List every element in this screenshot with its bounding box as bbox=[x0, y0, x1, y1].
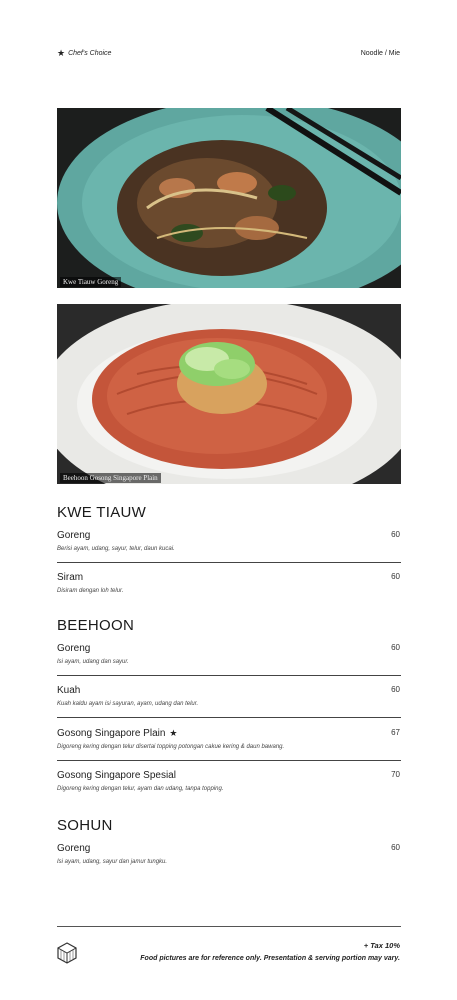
divider bbox=[57, 562, 401, 563]
chefs-choice-text: Chef's Choice bbox=[68, 49, 112, 57]
section-title-kwe-tiauw: KWE TIAUW bbox=[57, 504, 147, 521]
item-description: Isi ayam, udang, sayur dan jamur tungku. bbox=[57, 859, 168, 865]
beehoon-photo bbox=[57, 304, 401, 484]
menu-item bbox=[57, 685, 401, 707]
item-name-row bbox=[57, 728, 401, 739]
section-title-beehoon: BEEHOON bbox=[57, 617, 135, 634]
menu-item bbox=[57, 843, 401, 865]
photo-caption: Beehoon Gosong Singapore Plain bbox=[60, 473, 161, 483]
item-name: Goreng bbox=[57, 643, 91, 654]
item-description: Disiram dengan loh telur. bbox=[57, 588, 124, 594]
item-description: Berisi ayam, udang, sayur, telur, daun kucai. bbox=[57, 546, 175, 552]
menu-item bbox=[57, 643, 401, 665]
item-description: Isi ayam, udang dan sayur. bbox=[57, 659, 129, 665]
cube-logo-icon bbox=[57, 942, 77, 964]
item-price: 60 bbox=[391, 685, 400, 694]
star-icon: ★ bbox=[57, 47, 66, 58]
item-price: 60 bbox=[391, 843, 400, 852]
item-description: Digoreng kering dengan telur, ayam dan udang, tanpa topping. bbox=[57, 786, 224, 792]
kwe-tiauw-photo bbox=[57, 108, 401, 288]
item-price: 60 bbox=[391, 643, 400, 652]
divider bbox=[57, 760, 401, 761]
divider bbox=[57, 675, 401, 676]
item-name: Kuah bbox=[57, 685, 81, 696]
disclaimer: Food pictures are for reference only. Presentation & serving portion may vary. bbox=[140, 955, 400, 962]
item-description: Digoreng kering dengan telur disertai topping potongan cakue kering & daun bawang. bbox=[57, 744, 285, 750]
divider bbox=[57, 717, 401, 718]
item-price: 67 bbox=[391, 728, 400, 737]
menu-item bbox=[57, 770, 401, 792]
item-name: Goreng bbox=[57, 843, 91, 854]
footer-divider bbox=[57, 926, 401, 927]
item-name: Gosong Singapore Plain bbox=[57, 728, 166, 739]
item-price: 60 bbox=[391, 530, 400, 539]
item-description: Kuah kaldu ayam isi sayuran, ayam, udang dan telur. bbox=[57, 701, 199, 707]
item-name: Goreng bbox=[57, 530, 91, 541]
menu-item bbox=[57, 572, 401, 594]
menu-item bbox=[57, 728, 401, 750]
section-title-sohun: SOHUN bbox=[57, 817, 113, 834]
item-price: 60 bbox=[391, 572, 400, 581]
tax-note: + Tax 10% bbox=[363, 941, 400, 950]
menu-item bbox=[57, 530, 401, 552]
category-label: Noodle / Mie bbox=[360, 49, 400, 57]
star-icon: ★ bbox=[169, 728, 178, 738]
photo-caption: Kwe Tiauw Goreng bbox=[60, 277, 121, 287]
item-price: 70 bbox=[391, 770, 400, 779]
chefs-choice-label bbox=[57, 48, 111, 59]
top-bar bbox=[57, 46, 400, 60]
item-name: Siram bbox=[57, 572, 84, 583]
item-name: Gosong Singapore Spesial bbox=[57, 770, 176, 781]
